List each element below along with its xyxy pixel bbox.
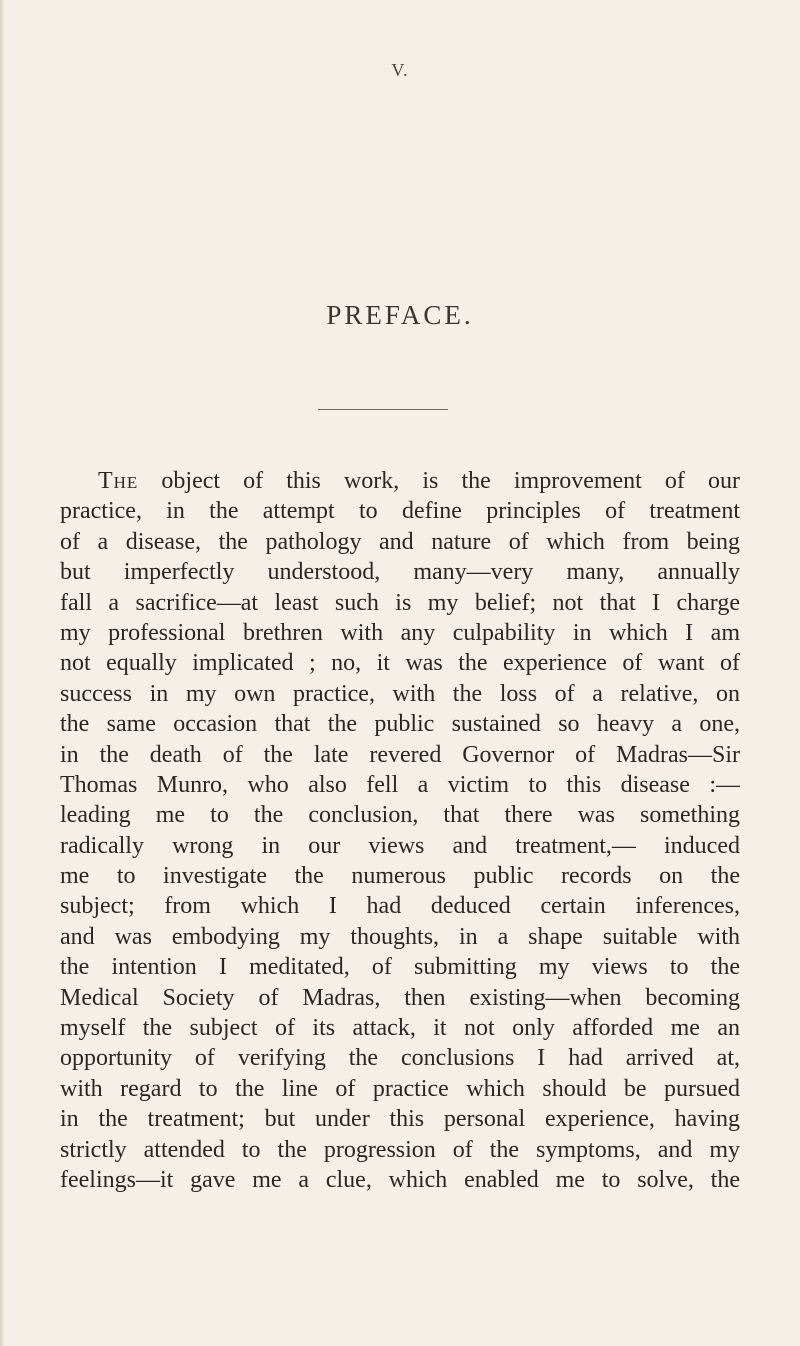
text-line-15: subject; from which I had deduced certain inferences, xyxy=(60,893,740,920)
page-edge xyxy=(0,0,4,1346)
page-number: V. xyxy=(391,60,409,80)
page-title: PREFACE. xyxy=(326,300,474,330)
text-line-20: opportunity of verifying the conclusions I had arrived at, xyxy=(60,1045,740,1072)
text-line-9: the same occasion that the public sustained so heavy a one, xyxy=(60,711,740,738)
text-line-7: not equally implicated ; no, it was the experience of want of xyxy=(60,650,740,677)
title-divider xyxy=(318,409,448,410)
text-line-3: of a disease, the pathology and nature of which from being xyxy=(60,528,740,555)
text-line-8: success in my own practice, with the loss of a relative, on xyxy=(60,680,740,707)
text-line-17: the intention I meditated, of submitting my views to the xyxy=(60,954,740,981)
preface-text xyxy=(60,466,740,1195)
text-line-14: me to investigate the numerous public records on the xyxy=(60,863,740,890)
text-line-1: The object of this work, is the improvement of our xyxy=(98,468,741,494)
text-line-10: in the death of the late revered Governor of Madras—Sir xyxy=(60,741,740,768)
text-line-21: with regard to the line of practice which should be pursued xyxy=(60,1075,740,1102)
text-line-19: myself the subject of its attack, it not only afforded me an xyxy=(60,1015,740,1042)
text-line-24: feelings—it gave me a clue, which enabled me to solve, the xyxy=(60,1166,740,1193)
text-line-18: Medical Society of Madras, then existing—when becoming xyxy=(60,984,740,1011)
text-line-12: leading me to the conclusion, that there was something xyxy=(60,802,740,829)
text-line-5: fall a sacrifice—at least such is my belief; not that I charge xyxy=(60,589,740,616)
lead-word: The xyxy=(98,468,139,494)
text-line-6: my professional brethren with any culpability in which I am xyxy=(60,619,740,646)
text-line-2: practice, in the attempt to define principles of treatment xyxy=(60,498,740,525)
text-line-4: but imperfectly understood, many—very many, annually xyxy=(60,559,740,586)
text-line-13: radically wrong in our views and treatment,— induced xyxy=(60,832,740,859)
text-line-16: and was embodying my thoughts, in a shape suitable with xyxy=(60,923,740,950)
text-line-11: Thomas Munro, who also fell a victim to this disease :— xyxy=(60,771,740,798)
text-line-22: in the treatment; but under this personal experience, having xyxy=(60,1106,740,1133)
text-line-23: strictly attended to the progression of the symptoms, and my xyxy=(60,1136,740,1163)
